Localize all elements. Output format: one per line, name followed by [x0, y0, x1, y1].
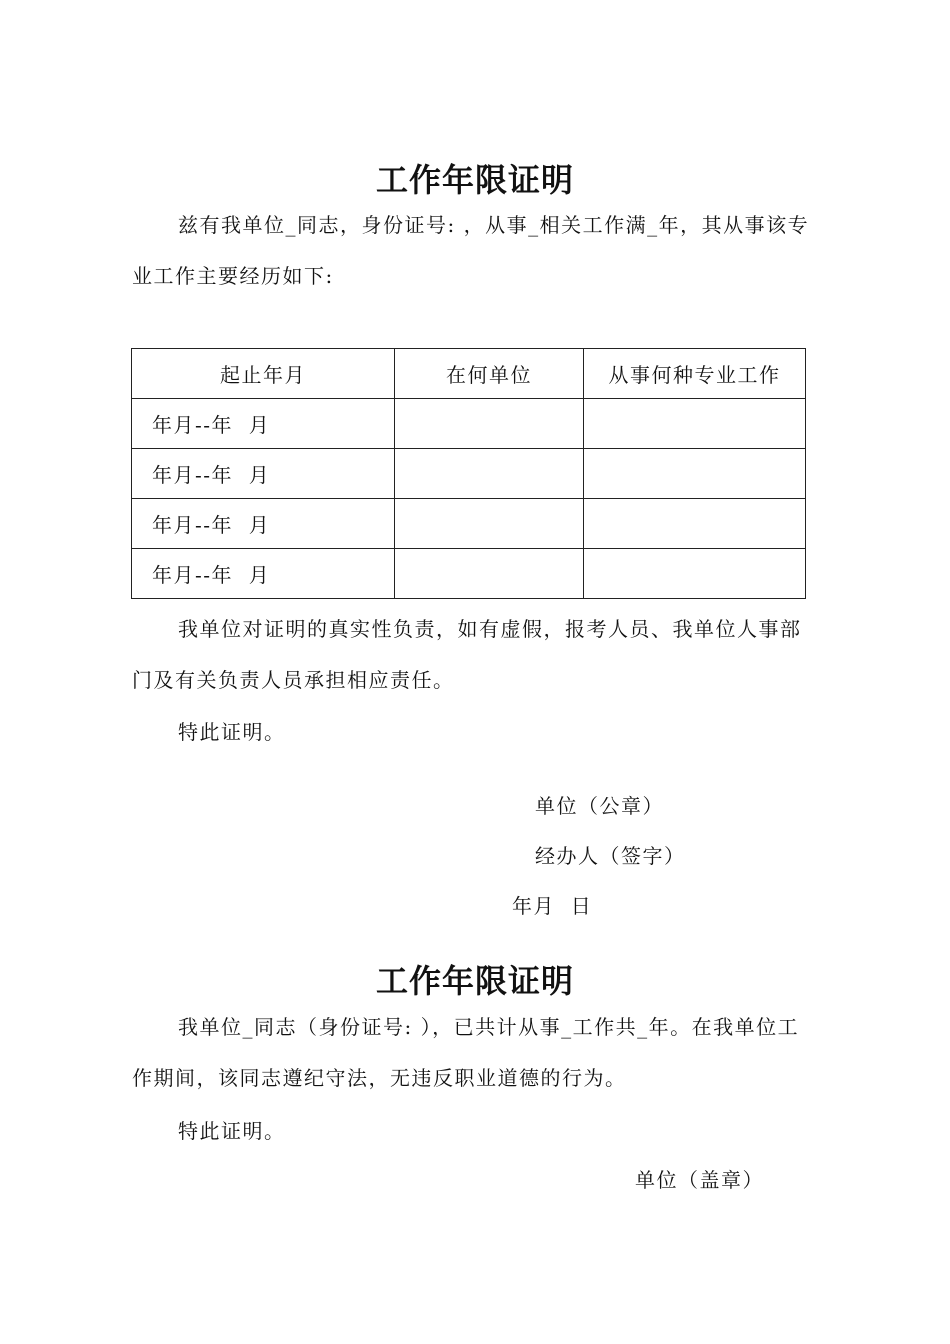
profession-cell — [584, 549, 806, 599]
cert2-seal-label: 单位（盖章） — [635, 1168, 764, 1192]
table-row — [132, 499, 806, 549]
cert1-date-label: 年月 日 — [512, 894, 593, 918]
table-row — [132, 399, 806, 449]
cert1-handler-label: 经办人（签字） — [535, 844, 686, 868]
header-profession: 从事何种专业工作 — [584, 349, 806, 399]
work-history-table — [131, 348, 806, 599]
employer-cell — [395, 549, 584, 599]
cert1-responsibility: 我单位对证明的真实性负责，如有虚假，报考人员、我单位人事部门及有关负责人员承担相应责任。 — [132, 617, 802, 692]
period-cell: 年月--年 月 — [132, 399, 395, 449]
period-cell: 年月--年 月 — [132, 549, 395, 599]
cert1-closing: 特此证明。 — [178, 720, 286, 744]
cert1-intro: 兹有我单位_同志，身份证号: ，从事_相关工作满_年，其从事该专业工作主要经历如下: — [132, 213, 810, 288]
header-period: 起止年月 — [132, 349, 395, 399]
cert2-body: 我单位_同志（身份证号: ），已共计从事_工作共_年。在我单位工作期间，该同志遵纪守法，无违反职业道德的行为。 — [132, 1015, 800, 1090]
cert1-title: 工作年限证明 — [375, 161, 574, 199]
employer-cell — [395, 499, 584, 549]
employer-cell — [395, 399, 584, 449]
employer-cell — [395, 449, 584, 499]
cert2-closing: 特此证明。 — [178, 1119, 286, 1143]
table-row — [132, 549, 806, 599]
period-cell: 年月--年 月 — [132, 499, 395, 549]
profession-cell — [584, 449, 806, 499]
profession-cell — [584, 399, 806, 449]
header-employer: 在何单位 — [395, 349, 584, 399]
period-cell: 年月--年 月 — [132, 449, 395, 499]
table-row — [132, 449, 806, 499]
cert1-seal-label: 单位（公章） — [535, 794, 664, 818]
table-header-row — [132, 349, 806, 399]
profession-cell — [584, 499, 806, 549]
cert2-title: 工作年限证明 — [375, 962, 574, 1000]
